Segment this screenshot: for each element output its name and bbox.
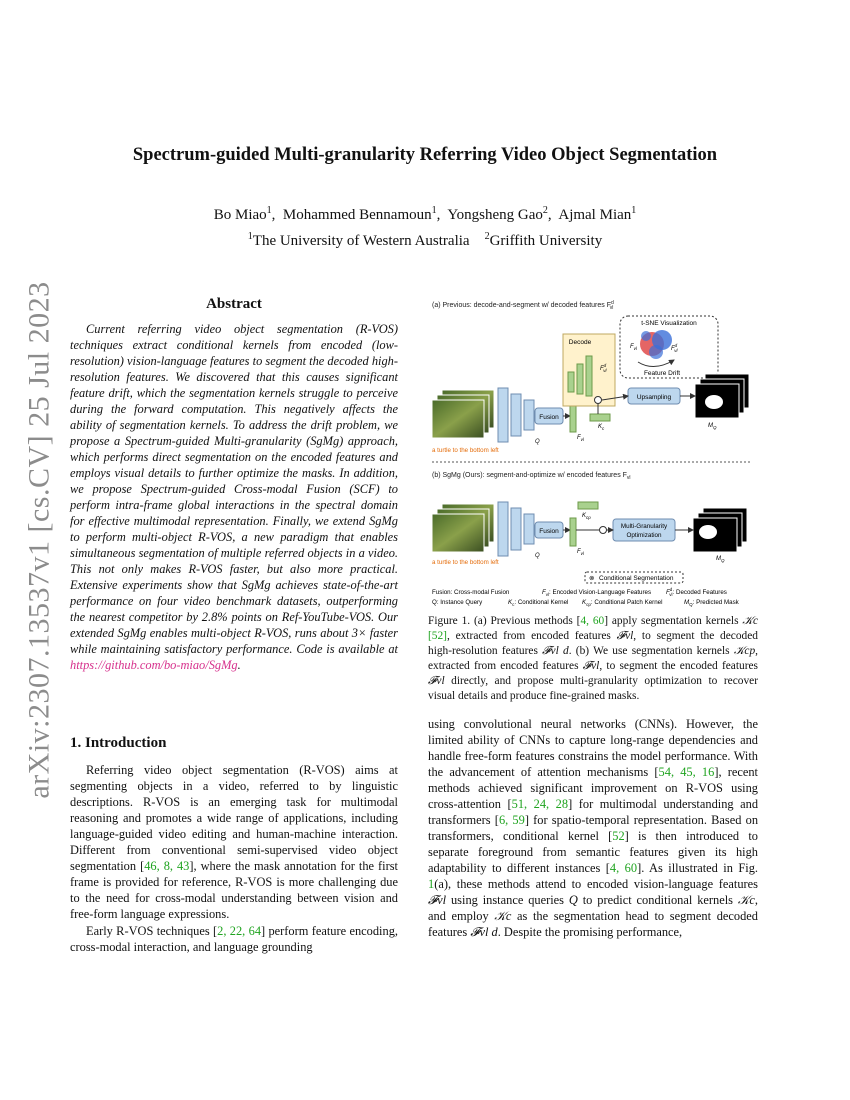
- text-run: (a), these methods attend to encoded vision-language features: [434, 877, 758, 891]
- math: 𝒦c: [494, 909, 512, 923]
- text-run: to predict conditional kernels: [577, 893, 738, 907]
- encoder-b: [498, 502, 534, 556]
- panel-b-title: (b) SgMg (Ours): segment-and-optimize w/ encoded features $F_{vl}$: [432, 472, 631, 481]
- cond-seg-op-b: [600, 527, 607, 534]
- citation-link[interactable]: 6, 59: [498, 813, 525, 827]
- affiliation-sup: 2: [484, 231, 490, 242]
- math: 𝓕vl: [428, 675, 445, 687]
- text-run: Figure 1. (a) Previous methods [: [428, 615, 581, 627]
- encoder-a: [498, 388, 534, 442]
- legend-mq: $M_Q$: Predicted Mask: [684, 599, 739, 607]
- intro-paragraph-2: [70, 923, 398, 955]
- text-run: ] perform feature encoding, cross-modal interaction, and language grounding: [70, 924, 398, 954]
- math: 𝓕vl: [428, 893, 447, 907]
- figure-1-caption-block: [428, 614, 758, 704]
- intro-paragraph-1: [70, 762, 398, 922]
- author-sup: 1: [431, 205, 437, 216]
- mq-label-a: $M_Q$: [708, 423, 717, 430]
- q-label-b: Q: [535, 553, 540, 559]
- mask-stack-a: [695, 374, 749, 418]
- cond-seg-symbol: ⊗: [589, 575, 595, 582]
- affiliation-sup: 1: [247, 231, 253, 242]
- citation-link[interactable]: 4, 60: [580, 615, 605, 627]
- legend-kc: $K_c$: Conditional Kernel: [508, 599, 569, 607]
- math: Q: [568, 893, 578, 907]
- tsne-label: t-SNE Visualization: [641, 320, 697, 327]
- kernel-c: [590, 414, 610, 421]
- author-name: Bo Miao: [213, 207, 267, 223]
- kcp-label: $K_{cp}$: [582, 513, 591, 520]
- math: 𝒦c: [742, 615, 758, 627]
- input-frames-b: [432, 504, 494, 552]
- author-name: Yongsheng Gao: [447, 207, 543, 223]
- cond-seg-legend: Conditional Segmentation: [599, 575, 674, 582]
- panel-a-title: (a) Previous: decode-and-segment w/ decoded features $F^d$ vl: [432, 300, 614, 311]
- text-run: using instance queries: [446, 893, 569, 907]
- cond-seg-op-a: [595, 397, 602, 404]
- mgo-label-1: Multi-Granularity: [620, 523, 668, 530]
- author-name: Ajmal Mian: [558, 207, 632, 223]
- citation-link[interactable]: 51, 24, 28: [511, 797, 569, 811]
- arxiv-stamp-text: arXiv:2307.13537v1 [cs.CV] 25 Jul 2023: [23, 281, 57, 799]
- abstract-body: Current referring video object segmentation (R-VOS) techniques extract conditional kernels from encoded (low-resolution) vision-language features to segment the decoded high-resolution features. We discovered that this causes significant feature drift, which the segmentation kernels struggle to perceive during the forward computation. This negatively affects the ability of segmentation kernels. To address the drift problem, we propose a Spectrum-guided Multi-granularity (SgMg) approach, which performs direct segmentation on the encoded features and employs visual details to further optimize the masks. In addition, we propose Spectrum-guided Cross-modal Fusion (SCF) to perform intra-frame global interactions in the spectral domain for effective multimodal representation. Finally, we extend SgMg to perform multi-object R-VOS, a new paradigm that enables simultaneous segmentation of multiple referred objects in a video. This not only makes R-VOS faster, but also more practical. Extensive experiments show that SgMg achieves state-of-the-art performance on four video benchmark datasets, outperforming the nearest competitor by 2.8% points on Ref-YouTube-VOS. Our extended SgMg enables multi-object R-VOS, runs about 3× faster while maintaining satisfactory performance. Code is available at: [70, 322, 398, 656]
- fusion-label-b: Fusion: [539, 528, 559, 535]
- math: 𝒦cp: [733, 645, 756, 657]
- paper-title: Spectrum-guided Multi-granularity Referring Video Object Segmentation: [132, 145, 718, 165]
- citation-link[interactable]: 4, 60: [609, 861, 638, 875]
- math: 𝓕vl: [616, 630, 634, 642]
- encoded-feature-a: [570, 404, 576, 432]
- q-label-a: Q: [535, 439, 540, 445]
- math: 𝓕vl d: [470, 925, 498, 939]
- legend-fvl: $F_{vl}$: Encoded Vision-Language Features: [542, 589, 652, 597]
- tsne-fvl-label: $F_{vl}$: [630, 344, 637, 351]
- legend-kcp: $K_{cp}$: Conditional Patch Kernel: [582, 599, 663, 607]
- text-run: as the segmentation head to segment decoded features: [428, 909, 758, 939]
- figure-1-caption: [428, 614, 758, 704]
- text-run: , to segment the decoded high-resolution features: [428, 630, 758, 657]
- text-run: . Despite the promising performance,: [497, 925, 683, 939]
- text-run: ], where the mask annotation for the first frame is provided for reference, R-VOS is more challenging due to the need for cross-modal understanding between vision and free-form language expressions.: [70, 859, 398, 921]
- kc-label: $K_c$: [598, 424, 605, 431]
- text-run: using convolutional neural networks (CNNs). However, the limited ability of CNNs to capture long-range dependencies and handle free-form features constrains the model performance. With the advancement of attention mechanisms [: [428, 717, 758, 779]
- text-run: ] apply segmentation kernels: [604, 615, 743, 627]
- legend-fusion: Fusion: Cross-modal Fusion: [432, 589, 510, 596]
- text-run: . (b) We use segmentation kernels: [568, 645, 734, 657]
- figure-1: [430, 296, 760, 608]
- text-run: ] for multimodal understanding and transformers [: [428, 797, 759, 827]
- author-sup: 1: [631, 205, 637, 216]
- affiliation-line: [60, 226, 790, 252]
- decode-label: Decode: [568, 339, 592, 346]
- citation-link[interactable]: 2, 22, 64: [217, 924, 262, 938]
- text-run: , and employ: [428, 893, 758, 923]
- legend-q: Q: Instance Query: [432, 599, 483, 606]
- abstract-end: .: [237, 658, 241, 672]
- mask-stack-b: [693, 508, 747, 552]
- text-run: , extracted from encoded features: [428, 645, 759, 672]
- author-block: [60, 200, 790, 252]
- text-run: directly, and propose multi-granularity optimization to recover visual details and produce fine-grained masks.: [428, 675, 758, 702]
- upsampling-label: Upsampling: [636, 394, 672, 401]
- kernel-cp: [578, 502, 598, 509]
- section-heading-introduction: 1. Introduction: [70, 735, 167, 751]
- text-run: Referring video object segmentation (R-VOS) aims at segmenting objects in a video, referred to by linguistic descriptions. R-VOS is an emerging task for multimodal reasoning and promotes a wide range of applications, including language-guided video editing and human-machine interaction. Different from conventional semi-supervised video object segmentation [: [70, 763, 398, 873]
- affiliation: Griffith University: [489, 233, 603, 249]
- text-run: ], recent methods achieved significant improvement on R-VOS using cross-attention [: [428, 765, 758, 811]
- expression-label-b: a turtle to the bottom left: [432, 559, 499, 566]
- text-run: , extracted from encoded features: [446, 630, 617, 642]
- text-run: , to segment the encoded features: [599, 660, 758, 672]
- citation-link[interactable]: 52: [612, 829, 625, 843]
- author-line: Bo Miao$^1$, Mohammed Bennamoun$^1$, Yongsheng Gao$^2$, Ajmal Mian$^1$: [213, 205, 637, 223]
- citation-link[interactable]: 46, 8, 43: [144, 859, 190, 873]
- input-frames-a: [432, 390, 494, 438]
- tsne-points: [640, 330, 672, 359]
- author-name: Mohammed Bennamoun: [282, 207, 432, 223]
- feature-drift-label: Feature Drift: [643, 370, 681, 377]
- left-column: [70, 296, 398, 956]
- mgo-label-2: Optimization: [626, 532, 662, 539]
- fvld-label-a: $F^d$ vl: [600, 363, 607, 373]
- text-run: ]. As illustrated in Fig.: [637, 861, 759, 875]
- code-link[interactable]: https://github.com/bo-miao/SgMg: [70, 658, 238, 672]
- fvl-label-a: $F_{vl}$: [577, 435, 584, 442]
- drift-arrow: [638, 360, 674, 367]
- abstract-heading: Abstract: [206, 296, 262, 312]
- citation-link[interactable]: 54, 45, 16: [658, 765, 715, 779]
- text-run: ] for spatio-temporal representation. Based on transformers, conditional kernel [: [428, 813, 759, 843]
- fusion-label-a: Fusion: [539, 414, 559, 421]
- arxiv-side-stamp: [20, 281, 60, 799]
- intro-paragraph-3: [428, 716, 758, 940]
- figure-1-diagram: [430, 296, 760, 608]
- legend-fvld: $F^d$ vl: Decoded Features: [666, 587, 727, 597]
- figure-ref-link[interactable]: 1: [428, 877, 435, 891]
- math: 𝓕vl d: [542, 645, 569, 657]
- affiliation: The University of Western Australia: [252, 233, 470, 249]
- mq-label-b: $M_Q$: [716, 556, 725, 563]
- author-sup: 1: [266, 205, 272, 216]
- author-sup: 2: [542, 205, 548, 216]
- right-column-body: [428, 716, 758, 941]
- math: 𝒦c: [737, 893, 755, 907]
- math: 𝓕vl: [582, 660, 600, 672]
- abstract-text: [70, 321, 398, 673]
- expression-label-a: a turtle to the bottom left: [432, 447, 499, 454]
- citation-link[interactable]: [52]: [428, 630, 447, 642]
- text-run: Early R-VOS techniques [: [86, 924, 218, 938]
- tsne-fvld-label: $F^d$ vl: [671, 343, 678, 353]
- fvl-label-b: $F_{vl}$: [577, 549, 584, 556]
- text-run: ] is then introduced to separate foreground from semantic features given its high adaptability to different instances [: [428, 829, 758, 875]
- encoded-feature-b: [570, 518, 576, 546]
